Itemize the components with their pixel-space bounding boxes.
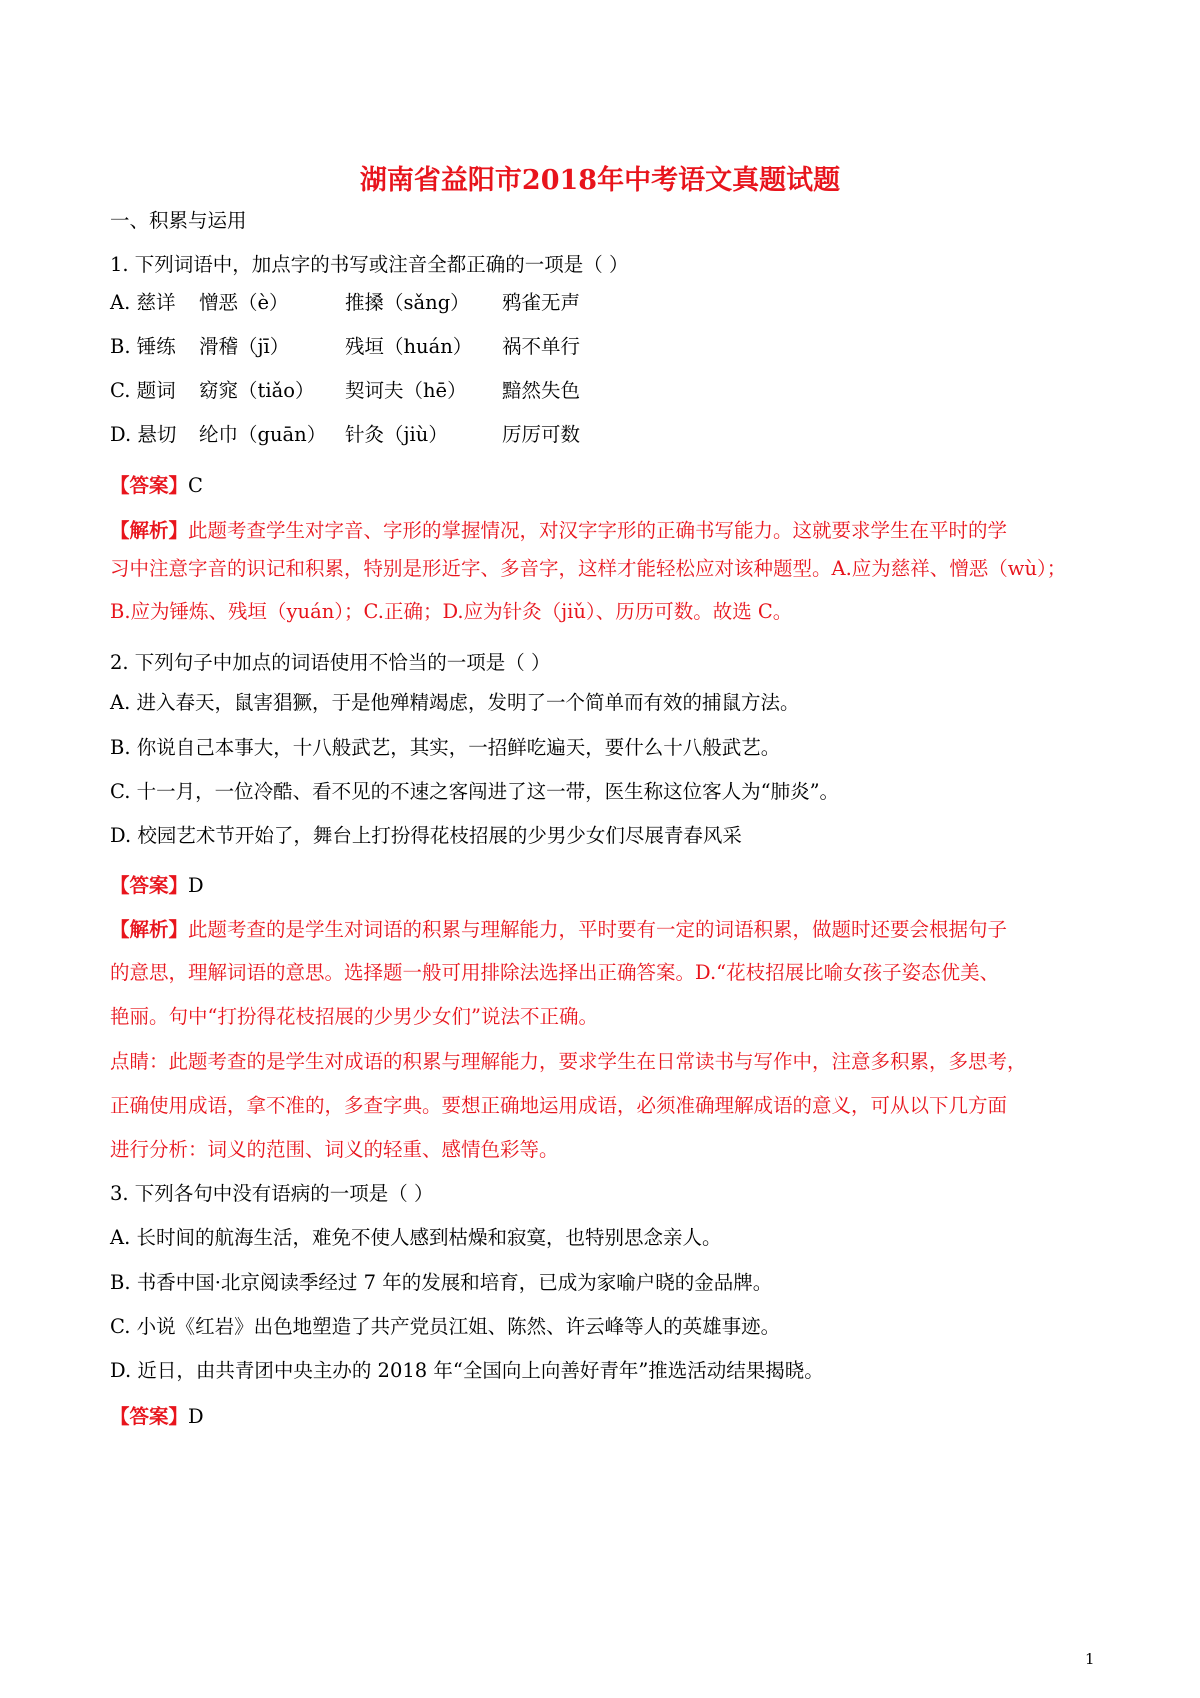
q1-d-col2: 纶巾（guān） (199, 423, 327, 446)
q2-stem: 2. 下列句子中加点的词语使用不恰当的一项是（ ） (110, 651, 551, 674)
q1-b-col3: 残垣（huán） (345, 335, 473, 358)
q1-c-col1: C. 题词 (110, 379, 176, 402)
q3-option-d: D. 近日，由共青团中央主办的 2018 年“全国向上向善好青年”推选活动结果揭晓。 (110, 1359, 824, 1382)
q2-option-c: C. 十一月，一位冷酷、看不见的不速之客闯进了这一带，医生称这位客人为“肺炎”。 (110, 780, 840, 803)
answer-tag: 【答案】 (110, 874, 189, 897)
q1-b-col1: B. 锤练 (110, 335, 176, 358)
q2-option-b: B. 你说自己本事大，十八般武艺，其实，一招鲜吃遍天，要什么十八般武艺。 (110, 736, 781, 759)
answer-value: D (188, 1405, 204, 1428)
q2-option-d: D. 校园艺术节开始了，舞台上打扮得花枝招展的少男少女们尽展青春风采 (110, 824, 742, 847)
q1-c-col2: 窈窕（tiǎo） (199, 379, 315, 402)
q3-answer (110, 1401, 204, 1429)
q1-b-col4: 祸不单行 (502, 335, 581, 358)
answer-tag: 【答案】 (110, 1405, 189, 1428)
q1-answer (110, 470, 203, 498)
section-heading: 一、积累与运用 (110, 209, 247, 232)
q1-c-col3: 契诃夫（hē） (345, 379, 467, 402)
q2-answer (110, 870, 204, 898)
q1-stem: 1. 下列词语中，加点字的书写或注音全都正确的一项是（ ） (110, 253, 629, 276)
q1-d-col3: 针灸（jiù） (345, 423, 448, 446)
q1-b-col2: 滑稽（jī） (199, 335, 290, 358)
page-number: 1 (1085, 1650, 1095, 1668)
q1-d-col1: D. 悬切 (110, 423, 177, 446)
answer-value: C (188, 474, 203, 497)
q1-analysis-line1 (110, 515, 1007, 543)
analysis-tag: 【解析】 (110, 918, 189, 941)
analysis-text: 此题考查学生对字音、字形的掌握情况，对汉字字形的正确书写能力。这就要求学生在平时的学 (188, 519, 1008, 542)
q1-d-col4: 厉厉可数 (502, 423, 581, 446)
analysis-text: 此题考查的是学生对词语的积累与理解能力，平时要有一定的词语积累，做题时还要会根据句子 (188, 918, 1008, 941)
q1-a-col1: A. 慈详 (110, 291, 176, 314)
q1-a-col3: 推搡（sǎng） (345, 291, 470, 314)
q1-a-col4: 鸦雀无声 (502, 291, 581, 314)
document-title: 湖南省益阳市2018年中考语文真题试题 (359, 165, 841, 196)
q3-option-c: C. 小说《红岩》出色地塑造了共产党员江姐、陈然、许云峰等人的英雄事迹。 (110, 1315, 781, 1338)
q1-analysis-line3: B.应为锤炼、残垣（yuán）；C.正确；D.应为针灸（jiǔ）、历历可数。故选 C。 (110, 600, 793, 623)
q1-a-col2: 憎恶（è） (199, 291, 289, 314)
q2-analysis-line3: 艳丽。句中“打扮得花枝招展的少男少女们”说法不正确。 (110, 1005, 598, 1028)
q1-c-col4: 黯然失色 (502, 379, 581, 402)
q2-analysis-line2: 的意思，理解词语的意思。选择题一般可用排除法选择出正确答案。D.“花枝招展比喻女孩子姿态优美、 (110, 961, 1000, 984)
q2-tip-line2: 正确使用成语，拿不准的，多查字典。要想正确地运用成语，必须准确理解成语的意义，可从以下几方面 (110, 1094, 1008, 1117)
q3-stem: 3. 下列各句中没有语病的一项是（ ） (110, 1182, 434, 1205)
answer-tag: 【答案】 (110, 474, 189, 497)
answer-value: D (188, 874, 204, 897)
q2-option-a: A. 进入春天，鼠害猖獗，于是他殚精竭虑，发明了一个简单而有效的捕鼠方法。 (110, 691, 800, 714)
q3-option-b: B. 书香中国·北京阅读季经过 7 年的发展和培育，已成为家喻户晓的金品牌。 (110, 1271, 773, 1294)
q2-tip-line3: 进行分析：词义的范围、词义的轻重、感情色彩等。 (110, 1138, 559, 1161)
q2-analysis-line1 (110, 914, 1007, 942)
q3-option-a: A. 长时间的航海生活，难免不使人感到枯燥和寂寞，也特别思念亲人。 (110, 1226, 722, 1249)
q1-analysis-line2: 习中注意字音的识记和积累，特别是形近字、多音字，这样才能轻松应对该种题型。A.应为慈祥、憎恶（wù）； (110, 557, 1067, 580)
analysis-tag: 【解析】 (110, 519, 189, 542)
q2-tip-line1: 点睛：此题考查的是学生对成语的积累与理解能力，要求学生在日常读书与写作中，注意多积累，多思考， (110, 1050, 1027, 1073)
